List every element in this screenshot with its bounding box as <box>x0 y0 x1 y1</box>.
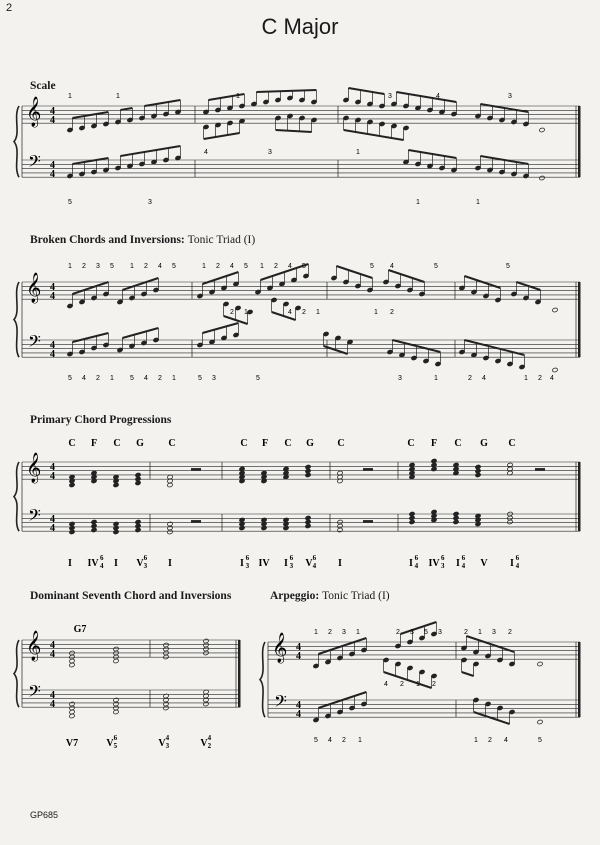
note-head <box>475 472 481 477</box>
fingering: 2 <box>538 375 542 382</box>
chord-symbol: F <box>261 438 269 449</box>
fingering: 1 <box>314 629 318 636</box>
roman-numeral: I <box>284 558 288 569</box>
fingering: 2 <box>508 629 512 636</box>
note-head <box>409 519 415 524</box>
treble-clef-icon: 𝄞 <box>26 631 42 660</box>
fingering: 4 <box>288 309 292 316</box>
fingering: 1 <box>416 199 420 206</box>
fingering: 1 <box>478 629 482 636</box>
final-barline <box>578 462 581 531</box>
fingering: 5 <box>198 375 202 382</box>
roman-numeral: V <box>200 738 208 749</box>
fingering: 5 <box>110 263 114 270</box>
fingering: 4 <box>436 93 440 100</box>
fingering: 2 <box>328 629 332 636</box>
time-signature: 4 <box>50 106 55 117</box>
fingering: 2 <box>432 681 436 688</box>
fingering: 3 <box>438 629 442 636</box>
chord-symbol: G <box>306 438 314 449</box>
chord-symbol: C <box>240 438 248 449</box>
time-signature: 4 <box>50 340 55 351</box>
fingering: 5 <box>314 737 318 744</box>
fingering: 4 <box>288 263 292 270</box>
fingering: 3 <box>342 629 346 636</box>
half-rest-icon <box>191 520 201 523</box>
fingering: 4 <box>390 263 394 270</box>
roman-numeral-figure: 6 <box>461 554 466 562</box>
fingering: 5 <box>434 263 438 270</box>
roman-numeral-figure: 6 <box>289 554 294 562</box>
roman-numeral-figure: 4 <box>461 562 466 570</box>
note-head <box>69 662 75 667</box>
fingering: 4 <box>550 375 554 382</box>
time-signature: 4 <box>50 690 55 701</box>
note-head <box>337 527 343 532</box>
time-signature: 4 <box>50 640 55 651</box>
roman-numeral: I <box>338 558 342 569</box>
chord-symbol: C <box>284 438 292 449</box>
fingering: 1 <box>524 375 528 382</box>
fingering: 1 <box>416 681 420 688</box>
fingering: 1 <box>110 375 114 382</box>
scale-beam <box>348 88 384 94</box>
scale-beam <box>72 112 108 118</box>
note-head <box>135 527 141 532</box>
note-head <box>167 529 173 534</box>
roman-numeral-figure: 6 <box>312 554 317 562</box>
roman-numeral-figure: 3 <box>165 742 170 750</box>
fingering: 4 <box>204 149 208 156</box>
fingering: 4 <box>504 737 508 744</box>
roman-numeral-figure: 6 <box>515 554 520 562</box>
fingering: 5 <box>256 375 260 382</box>
time-signature: 4 <box>50 462 55 473</box>
bass-clef-icon: 𝄢 <box>28 683 41 705</box>
fingering: 2 <box>396 629 400 636</box>
fingering: 3 <box>212 375 216 382</box>
fingering: 3 <box>410 629 414 636</box>
note-head <box>305 523 311 528</box>
chord-symbol: C <box>168 438 176 449</box>
final-barline <box>578 106 581 177</box>
time-signature: 4 <box>50 291 55 302</box>
chord-symbol: G <box>480 438 488 449</box>
roman-numeral-figure: 4 <box>515 562 520 570</box>
brace <box>14 282 19 357</box>
roman-numeral-figure: 3 <box>143 562 148 570</box>
scale-beam <box>256 90 316 92</box>
fingering: 1 <box>356 629 360 636</box>
fingering: 3 <box>148 199 152 206</box>
roman-numeral: I <box>168 558 172 569</box>
fingering: 4 <box>158 263 162 270</box>
time-signature: 4 <box>50 523 55 534</box>
note-head <box>552 367 558 372</box>
fingering: 2 <box>390 309 394 316</box>
note-head <box>167 482 173 487</box>
bass-clef-icon: 𝄢 <box>28 333 41 355</box>
roman-numeral: I <box>456 558 460 569</box>
roman-numeral-figure: 4 <box>312 562 317 570</box>
roman-numeral: I <box>240 558 244 569</box>
half-rest-icon <box>535 468 545 471</box>
note-head <box>69 529 75 534</box>
roman-numeral: IV <box>258 558 270 569</box>
fingering: 2 <box>158 375 162 382</box>
fingering: 5 <box>302 263 306 270</box>
bass-clef-icon: 𝄢 <box>28 153 41 175</box>
roman-numeral-figure: 6 <box>414 554 419 562</box>
fingering: 5 <box>244 263 248 270</box>
fingering: 1 <box>474 737 478 744</box>
note-head <box>113 482 119 487</box>
final-barline <box>238 640 241 707</box>
roman-numeral-figure: 6 <box>113 734 118 742</box>
scale-heading: Scale <box>30 80 56 92</box>
fingering: 4 <box>230 263 234 270</box>
brace <box>260 642 265 717</box>
treble-clef-icon: 𝄞 <box>26 453 42 482</box>
roman-numeral: V <box>158 738 166 749</box>
fingering: 4 <box>482 375 486 382</box>
roman-numeral-figure: 4 <box>207 734 212 742</box>
fingering: 3 <box>388 93 392 100</box>
fingering: 5 <box>506 263 510 270</box>
fingering: 1 <box>358 737 362 744</box>
arpeggio-beam <box>474 712 510 724</box>
fingering: 1 <box>260 263 264 270</box>
broken-beam <box>336 266 372 278</box>
fingering: 5 <box>172 263 176 270</box>
roman-numeral: V <box>305 558 313 569</box>
fingering: 2 <box>274 263 278 270</box>
note-head <box>537 661 543 666</box>
fingering: 5 <box>68 375 72 382</box>
note-head <box>113 658 119 663</box>
fingering: 1 <box>476 199 480 206</box>
time-signature: 4 <box>50 169 55 180</box>
roman-numeral: IV <box>87 558 99 569</box>
scale-beam <box>120 146 180 156</box>
arpeggio-beam <box>400 622 436 634</box>
note-head <box>163 705 169 710</box>
fingering: 4 <box>384 681 388 688</box>
fingering: 5 <box>538 737 542 744</box>
roman-numeral-figure: 2 <box>207 742 212 750</box>
time-signature: 4 <box>296 651 301 662</box>
half-rest-icon <box>191 468 201 471</box>
fingering: 2 <box>302 309 306 316</box>
fingering: 4 <box>328 737 332 744</box>
dominant-seventh-heading: Dominant Seventh Chord and Inversions <box>30 590 232 602</box>
fingering: 4 <box>82 375 86 382</box>
time-signature: 4 <box>296 642 301 653</box>
fingering: 1 <box>434 375 438 382</box>
note-head <box>283 525 289 530</box>
fingering: 5 <box>68 199 72 206</box>
roman-numeral: I <box>409 558 413 569</box>
half-rest-icon <box>363 520 373 523</box>
treble-clef-icon: 𝄞 <box>26 97 42 126</box>
fingering: 3 <box>268 149 272 156</box>
broken-beam <box>202 323 238 333</box>
note-head <box>305 472 311 477</box>
broken-beam <box>122 278 158 290</box>
scale-beam <box>72 158 108 164</box>
note-head <box>91 527 97 532</box>
fingering: 1 <box>116 93 120 100</box>
fingering: 1 <box>356 149 360 156</box>
chord-symbol: C <box>337 438 345 449</box>
fingering: 1 <box>202 263 206 270</box>
roman-numeral: I <box>510 558 514 569</box>
fingering: 2 <box>144 263 148 270</box>
fingering: 1 <box>374 309 378 316</box>
roman-numeral-figure: 6 <box>100 554 104 562</box>
scale-beam <box>204 133 240 139</box>
arpeggio-heading: Arpeggio: Tonic Triad (I) <box>270 590 390 602</box>
roman-numeral: V <box>136 558 144 569</box>
time-signature: 4 <box>50 115 55 126</box>
scale-beam <box>144 100 180 106</box>
note-head <box>113 709 119 714</box>
scale-beam <box>396 92 456 102</box>
roman-numeral: V <box>106 738 114 749</box>
arpeggio-beam <box>462 672 474 676</box>
page-title: C Major <box>261 14 339 39</box>
note-head <box>475 521 481 526</box>
fingering: 3 <box>398 375 402 382</box>
note-head <box>239 525 245 530</box>
roman-numeral: IV <box>428 558 440 569</box>
fingering: 1 <box>236 93 240 100</box>
broken-beam <box>122 328 158 338</box>
note-head <box>539 127 545 132</box>
chord-symbol: G7 <box>73 624 87 635</box>
fingering: 1 <box>68 263 72 270</box>
fingering: 2 <box>488 737 492 744</box>
time-signature: 4 <box>50 160 55 171</box>
roman-numeral-figure: 6 <box>441 554 445 562</box>
fingering: 5 <box>130 375 134 382</box>
treble-clef-icon: 𝄞 <box>272 633 288 662</box>
chord-symbol: C <box>508 438 516 449</box>
fingering: 1 <box>68 93 72 100</box>
bass-clef-icon: 𝄢 <box>274 693 287 715</box>
chord-symbol: F <box>90 438 98 449</box>
roman-numeral-figure: 4 <box>100 562 104 570</box>
final-barline <box>578 282 581 357</box>
note-head <box>69 482 75 487</box>
broken-beam <box>72 333 108 342</box>
note-head <box>135 480 141 485</box>
fingering: 2 <box>216 263 220 270</box>
fingering: 1 <box>316 309 320 316</box>
brace <box>14 106 19 177</box>
note-head <box>261 525 267 530</box>
fingering: 2 <box>464 629 468 636</box>
fingering: 2 <box>230 309 234 316</box>
brace <box>14 640 19 707</box>
scale-beam <box>120 108 132 110</box>
fingering: 1 <box>172 375 176 382</box>
time-signature: 4 <box>296 700 301 711</box>
half-rest-icon <box>363 468 373 471</box>
broken-beam <box>72 282 108 294</box>
fingering: 2 <box>342 737 346 744</box>
fingering: 5 <box>370 263 374 270</box>
time-signature: 4 <box>50 349 55 360</box>
note-head <box>537 719 543 724</box>
chord-symbol: C <box>454 438 462 449</box>
note-head <box>203 701 209 706</box>
time-signature: 4 <box>50 471 55 482</box>
fingering: 1 <box>130 263 134 270</box>
footer-code: GP685 <box>30 810 59 820</box>
roman-numeral-figure: 4 <box>414 562 419 570</box>
fingering: 3 <box>96 263 100 270</box>
fingering: 4 <box>144 375 148 382</box>
note-head <box>113 529 119 534</box>
note-head <box>552 307 558 312</box>
chord-symbol: C <box>113 438 121 449</box>
note-head <box>539 175 545 180</box>
note-head <box>69 713 75 718</box>
roman-numeral: V7 <box>65 738 79 749</box>
scale-beam <box>344 130 404 140</box>
broken-chords-heading: Broken Chords and Inversions: Tonic Triad (I) <box>30 234 256 246</box>
time-signature: 4 <box>50 649 55 660</box>
roman-numeral: I <box>68 558 72 569</box>
roman-numeral: I <box>114 558 118 569</box>
fingering: 2 <box>468 375 472 382</box>
chord-symbol: C <box>68 438 76 449</box>
roman-numeral-figure: 6 <box>245 554 250 562</box>
fingering: 5 <box>424 629 428 636</box>
roman-numeral-figure: 3 <box>289 562 294 570</box>
progressions-heading: Primary Chord Progressions <box>30 414 172 426</box>
time-signature: 4 <box>50 282 55 293</box>
scale-beam <box>276 130 312 132</box>
time-signature: 4 <box>50 514 55 525</box>
chord-symbol: F <box>430 438 438 449</box>
roman-numeral-figure: 3 <box>245 562 250 570</box>
fingering: 2 <box>96 375 100 382</box>
roman-numeral: V <box>480 558 488 569</box>
chord-symbol: G <box>136 438 144 449</box>
fingering: 3 <box>492 629 496 636</box>
time-signature: 4 <box>50 699 55 710</box>
time-signature: 4 <box>296 709 301 720</box>
roman-numeral-figure: 4 <box>165 734 170 742</box>
brace <box>14 462 19 531</box>
note-head <box>507 519 513 524</box>
fingering: 2 <box>400 681 404 688</box>
fingering: 1 <box>244 309 248 316</box>
roman-numeral-figure: 6 <box>143 554 148 562</box>
fingering: 3 <box>508 93 512 100</box>
fingering: 2 <box>82 263 86 270</box>
chord-symbol: C <box>407 438 415 449</box>
roman-numeral-figure: 3 <box>441 562 445 570</box>
broken-beam <box>388 270 424 282</box>
roman-numeral-figure: 5 <box>113 742 118 750</box>
treble-clef-icon: 𝄞 <box>26 273 42 302</box>
note-head <box>453 519 459 524</box>
page-number: 2 <box>6 2 13 14</box>
final-barline <box>578 642 581 717</box>
bass-clef-icon: 𝄢 <box>28 507 41 529</box>
